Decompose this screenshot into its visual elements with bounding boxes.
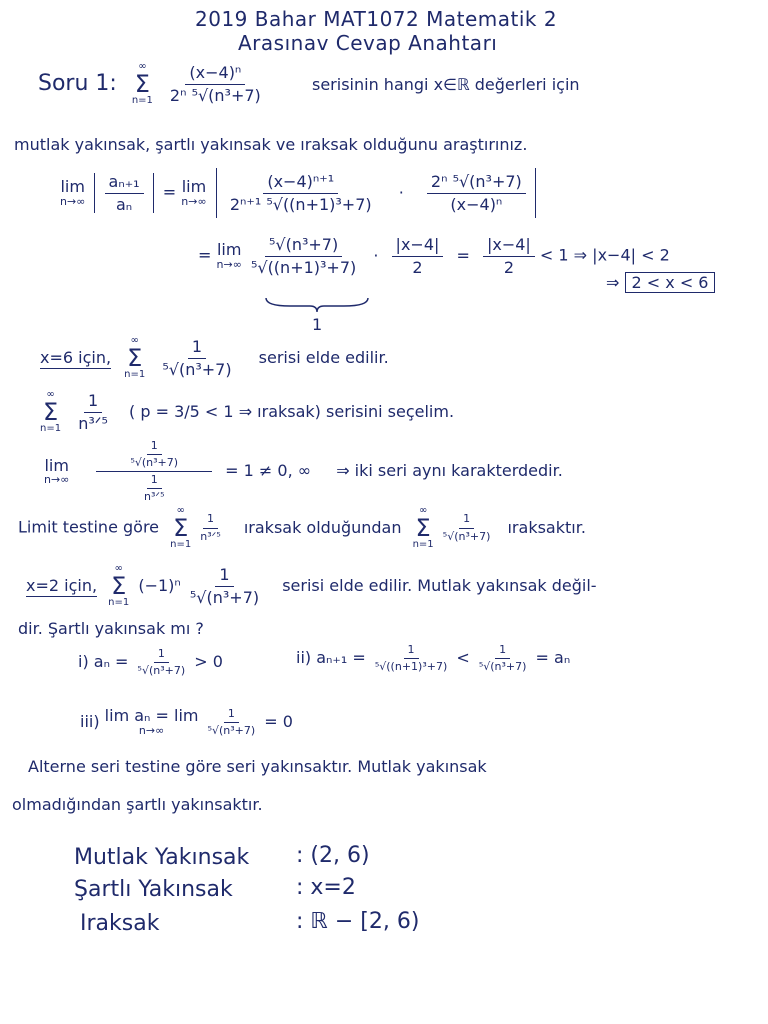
case-x2-text2: dir. Şartlı yakınsak mı ? xyxy=(18,619,204,638)
summary-divergent-label: Iraksak xyxy=(80,911,160,936)
sum-notation: ∞ Σ n=1 xyxy=(108,563,130,608)
summary-divergent-value: : ℝ − [2, 6) xyxy=(296,909,420,934)
question-text-2: mutlak yakınsak, şartlı yakınsak ve ıraksak olduğunu araştırınız. xyxy=(14,135,528,154)
sum-notation: ∞ Σ n=1 xyxy=(40,389,62,434)
case-x6: x=6 için, ∞ Σ n=1 $\frac{1}{\text{⁵√(n³+7)}}$ serisi elde edilir. xyxy=(40,335,389,380)
alternating-conclusion-2: olmadığından şartlı yakınsaktır. xyxy=(12,795,263,814)
limit: lim n→∞ xyxy=(44,455,70,487)
condition-iii: iii) lim aₙ = lim n→∞ $\frac{1}{\text{⁵√(n³+7)}}$ = 0 xyxy=(80,706,293,738)
underbrace xyxy=(262,296,372,314)
limit: lim n→∞ xyxy=(181,176,207,208)
summary-absolute-value: : (2, 6) xyxy=(296,843,370,868)
summary-conditional-label: Şartlı Yakınsak xyxy=(74,877,233,902)
case-x2: x=2 için, ∞ Σ n=1 (−1)ⁿ $\frac{1}{\text{⁵√(n³+7)}}$ serisi elde edilir. Mutlak yakınsak değil- xyxy=(26,563,597,608)
ratio-test-line1: lim n→∞ $\frac{\text{aₙ₊₁}}{\text{aₙ}}$ = lim n→∞ $\frac{\text{(x−4)ⁿ⁺¹}}{\text{2ⁿ⁺¹ ⁵√((n+1)³+7)}}$ · $\frac{\text{2ⁿ ⁵√(n³+7)}}{\text{(x−4)ⁿ}}$ xyxy=(60,168,540,218)
interval-result: ⇒ 2 < x < 6 xyxy=(606,274,715,292)
root-ratio: $\frac{\text{⁵√(n³+7)}}{\text{⁵√((n+1)³+7)}}$ xyxy=(250,235,357,277)
question-label: Soru 1: xyxy=(38,71,117,96)
comparison-series: ∞ Σ n=1 $\frac{1}{\text{n³ᐟ⁵}}$ ( p = 3/5 < 1 ⇒ ıraksak) serisini seçelim. xyxy=(40,389,455,434)
ratio-test-line2: = lim n→∞ $\frac{\text{⁵√(n³+7)}}{\text{⁵√((n+1)³+7)}}$ · $\frac{|x-4|}{2}$ = $\frac{|x-4|}{2}$ < 1 ⇒ |x−4| < 2 xyxy=(198,235,670,277)
summary-absolute-label: Mutlak Yakınsak xyxy=(74,845,250,870)
limit: lim n→∞ xyxy=(60,176,86,208)
header-line1: 2019 Bahar MAT1072 Matematik 2 xyxy=(195,7,558,31)
sum-notation: ∞ Σ n=1 xyxy=(124,335,146,380)
condition-i: i) aₙ = $\frac{1}{\text{⁵√(n³+7)}}$ > 0 xyxy=(78,647,223,678)
sum-notation: ∞ Σ n=1 xyxy=(131,61,153,106)
question-text-1: serisinin hangi x∈ℝ değerleri için xyxy=(312,75,580,94)
limit: lim n→∞ xyxy=(216,239,242,271)
brace-value: 1 xyxy=(312,315,323,334)
question-1 xyxy=(38,62,265,106)
ratio-fraction: $\frac{\text{aₙ₊₁}}{\text{aₙ}}$ xyxy=(105,173,144,213)
condition-ii: ii) aₙ₊₁ = $\frac{1}{\text{⁵√((n+1)³+7)}}$ < $\frac{1}{\text{⁵√(n³+7)}}$ = aₙ xyxy=(296,643,571,674)
alternating-conclusion-1: Alterne seri testine göre seri yakınsaktır. Mutlak yakınsak xyxy=(28,757,487,776)
header-line2: Arasınav Cevap Anahtarı xyxy=(238,31,498,55)
series-term: $\frac{\text{(x−4)ⁿ}}{\text{2ⁿ ⁵√(n³+7)}}$ xyxy=(169,62,261,105)
fraction-1: $\frac{\text{(x−4)ⁿ⁺¹}}{\text{2ⁿ⁺¹ ⁵√((n+1)³+7)}}$ xyxy=(229,171,372,214)
limit-test-conclusion: Limit testine göre ∞ Σ n=1 $\frac{1}{\text{n³ᐟ⁵}}$ ıraksak olduğundan ∞ Σ n=1 $\frac{1}{\text{⁵√(n³+7)}}$ ıraksaktır. xyxy=(18,505,586,550)
boxed-interval: 2 < x < 6 xyxy=(625,272,716,293)
fraction-2: $\frac{\text{2ⁿ ⁵√(n³+7)}}{\text{(x−4)ⁿ}}$ xyxy=(427,173,526,213)
summary-conditional-value: : x=2 xyxy=(296,875,356,900)
limit-comparison: lim n→∞ $\frac{\frac{1}{\text{⁵√(n³+7)}}}{\frac{1}{\text{n³ᐟ⁵}}}$ = 1 ≠ 0, ∞ ⇒ iki seri aynı karakterdedir. xyxy=(44,439,563,504)
